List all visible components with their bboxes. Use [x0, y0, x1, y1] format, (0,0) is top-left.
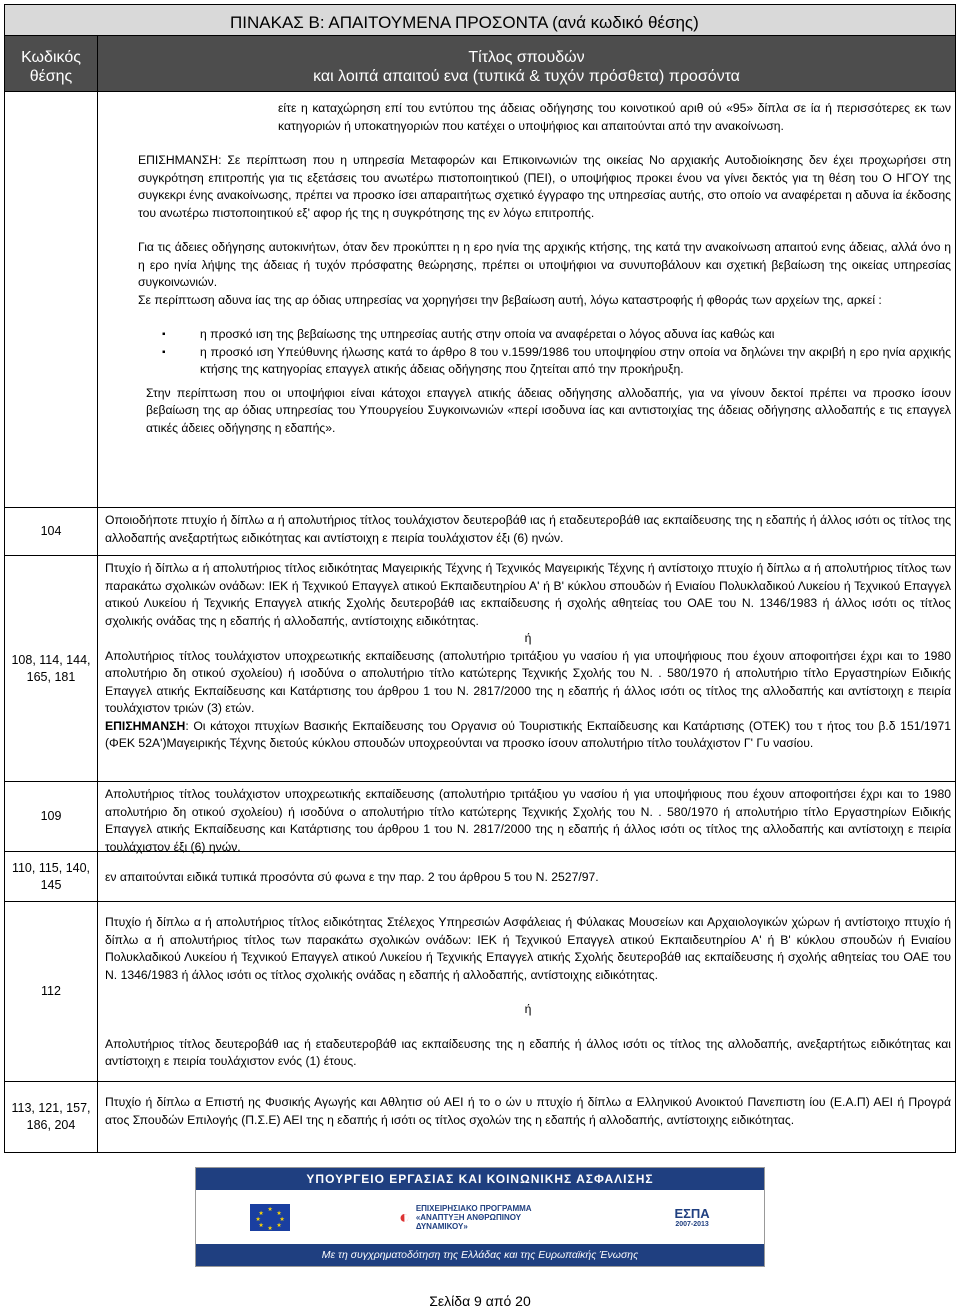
table-row — [5, 508, 955, 556]
or-separator: ή — [524, 1002, 532, 1016]
espa-label: ΕΣΠΑ — [674, 1206, 710, 1221]
intro-notice-paragraph: ΕΠΙΣΗΜΑΝΣΗ: Σε περίπτωση που η υπηρεσία Μεταφορών και Επικοινωνιών της οικείας Νο αρχιακής Αυτοδιοίκησης δεν έχει προχωρήσει στη συγκρότηση επιτροπής για τις εξετάσεις του ανωτέρω πιστοποιητικού (ΠΕΙ), ο υποψήφιος προκει ένου να γίνει δεκτός για τη θέση του Ο ΗΓΟΥ της συγκεκρι ένης ανακοίνωσης, πρέπει να προσκο ίσει απαραιτήτως σχετικό έγγραφο της υπηρεσίας αυτής, στο οποίο να αναφέρεται η αδυνα ία έκδοσης του ανωτέρω πιστοποιητικού εξ' αφορ ής της η συγκρότησης της εν λόγω επιτροπής. — [138, 153, 951, 220]
qualification-cell — [98, 852, 955, 901]
table-row-continued — [5, 92, 955, 508]
qualification-text: Απολυτήριος τίτλος τουλάχιστον υποχρεωτικής εκπαίδευσης (απολυτήριο τριτάξιου γυ νασίου ή για υποψήφιους που έχουν αποφοιτήσει έχρι και το 1980 απολυτήριο δη οτικού σχολείου) ή ισοδύνα ο απολυτήριο τίτλο κατώτερης Τεχνικής Σχολής του Ν. . 580/1970 ή απολυτήριο τίτλο Εργαστηρίων Ειδικής Επαγγελ ατικής Εκπαίδευσης και Κατάρτισης του άρθρου 1 του Ν. 2817/2000 της η εδαπής ή άλλος ισότι ος τίτλος της αλλοδαπής και αντίστοιχη ε πειρία τουλάχιστον έξι (6) ηνών. — [105, 787, 951, 854]
qualifications-column-header — [98, 36, 955, 91]
code-column-header — [5, 36, 98, 91]
intro-bullet-list — [138, 326, 951, 379]
qualification-cell — [98, 508, 955, 555]
position-code: 104 — [5, 508, 98, 555]
cofinancing-text: Με τη συγχρηματοδότηση της Ελλάδας και της Ευρωπαϊκής Ένωσης — [196, 1244, 764, 1266]
position-code: 112 — [5, 902, 98, 1081]
page-number: Σελίδα 9 από 20 — [429, 1293, 531, 1309]
program-logo-icon: ◐ — [398, 1206, 410, 1227]
code-header-line2: θέσης — [29, 68, 73, 85]
notice-text: : Οι κάτοχοι πτυχίων Βασικής Εκπαίδευσης του Οργανισ ού Τουριστικής Εκπαίδευσης και Κατάρτισης (ΟΤΕΚ) του τ ήτος του β.δ 151/1971 (ΦΕΚ 52Α')Μαγειρικής Τέχνης διετούς κύκλου σπουδών υποχρεούνται να προσκο ίσουν απολυτήριο τίτλο τουλάχιστον Γ' Γυ νασίου. — [105, 718, 951, 750]
code-cell-empty — [5, 92, 98, 507]
logos-strip — [196, 1190, 764, 1244]
qualification-text: Πτυχίο ή δίπλω α ή απολυτήριος τίτλος ειδικότητας Στέλεχος Υπηρεσιών Ασφάλειας ή Φύλακας Μουσείων και Αρχαιολογικών χώρων ή αντίστοιχο πτυχίο ή δίπλω α ή απολυτήριος τίτλος των παρακάτω σχολικών ονάδων: ΙΕΚ ή Τεχνικού Επαγγελ ατικού Εκπαιδευτηρίου Α' ή Β' κύκλου σπουδών ή Ενιαίου Πολυκλαδικού Λυκείου ή Τεχνικού Επαγγελ ατικού Λυκείου ή Τεχνικής Επαγγελ ατικής Σχολής δευτεροβάθ ιας εκπαίδευσης ή σχολής αθητείας του ΟΑΕ του Ν. 1346/1983 ή άλλος ισότι ος τίτλος σχολικής ονάδας η εδαπής ή αλλοδαπής, αντίστοιχης ειδικότητας. — [105, 915, 951, 982]
qualification-cell — [98, 902, 955, 1081]
bullet-item: ▪ η προσκό ιση Υπεύθυνης ήλωσης κατά το άρθρο 8 του ν.1599/1986 του υποψηφίου στην οποία να δηλώνει την ακριβή η ερο ηνία αρχικής κτήσης της κατηγορίας επαγγελ ατικής άδειας οδήγησης που ζητείται από την προκήρυξη. — [200, 344, 951, 379]
notice-label: ΕΠΙΣΗΜΑΝΣΗ — [105, 718, 186, 733]
position-code: 108, 114, 144, 165, 181 — [5, 556, 98, 781]
eu-flag-icon: ★ ★ ★ ★ ★ ★ ★ ★ — [250, 1204, 290, 1231]
qualification-text: Πτυχίο ή δίπλω α ή απολυτήριος τίτλος ειδικότητας Μαγειρικής Τέχνης ή Τεχνικός Μαγειρικής Τέχνης ή αντίστοιχο πτυχίο ή δίπλω α ή απολυτήριος τίτλος των παρακάτω σχολικών ονάδων: ΙΕΚ ή Τεχνικού Επαγγελ ατικού Εκπαιδευτηρίου Α' ή Β' κύκλου σπουδών ή Ενιαίου Πολυκλαδικού Λυκείου ή Τεχνικού Επαγγελ ατικού Λυκείου ή Τεχνικής Επαγγελ ατικής Σχολής δευτεροβάθ ιας εκπαίδευσης ή σχολής αθητείας του ΟΑΕ του Ν. 1346/1983 ή άλλος ισότι ος τίτλος σχολικής ονάδας της η εδαπής ή αλλοδαπής, αντίστοιχης ειδικότητας. — [105, 561, 951, 628]
qualification-cell — [98, 782, 955, 854]
table-row — [5, 1082, 955, 1152]
table-row — [5, 556, 955, 782]
table-row — [5, 782, 955, 852]
operational-program-logo — [399, 1204, 566, 1231]
table-header — [5, 36, 955, 92]
position-code: 109 — [5, 782, 98, 851]
code-header-line1: Κωδικός — [21, 49, 81, 66]
intro-paragraph-4: Σε περίπτωση αδυνα ίας της αρ όδιας υπηρεσίας να χορηγήσει την βεβαίωση αυτή, λόγω καταστροφής ή φθοράς των αρχείων της, αρκεί : — [138, 292, 882, 307]
position-code: 110, 115, 140, 145 — [5, 852, 98, 901]
intro-paragraph-1: είτε η καταχώρηση επί του εντύπου της άδειας οδήγησης του κοινοτικού αριθ ού «95» δίπλα σε ία ή περισσότερες εκ των κατηγοριών ή υποκατηγοριών που κατέχει ο υποψήφιος και απαιτούνται από την ανακοίνωση. — [278, 101, 951, 133]
qualification-text: Απολυτήριος τίτλος δευτεροβάθ ιας ή εταδευτεροβάθ ιας εκπαίδευσης της η εδαπής ή άλλος ισότι ος τίτλος της αλλοδαπής, ανεξαρτήτως ειδικότητας και αντίστοιχη ε πειρία τουλάχιστον ενός (1) έτους. — [105, 1036, 951, 1068]
table-row — [5, 902, 955, 1082]
position-code: 113, 121, 157, 186, 204 — [5, 1082, 98, 1152]
qualification-text: εν απαιτούνται ειδικά τυπικά προσόντα σύ φωνα ε την παρ. 2 του άρθρου 5 του Ν. 2527/97. — [105, 869, 599, 884]
continued-text-cell — [98, 92, 955, 507]
table-title: ΠΙΝΑΚΑΣ Β: ΑΠΑΙΤΟΥΜΕΝΑ ΠΡΟΣΟΝΤΑ (ανά κωδικό θέσης) — [5, 5, 955, 36]
ministry-name: ΥΠΟΥΡΓΕΙΟ ΕΡΓΑΣΙΑΣ ΚΑΙ ΚΟΙΝΩΝΙΚΗΣ ΑΣΦΑΛΙΣΗΣ — [196, 1168, 764, 1190]
qualification-cell — [98, 556, 955, 781]
intro-paragraph-5: Στην περίπτωση που οι υποψήφιοι είναι κάτοχοι επαγγελ ατικής άδειας οδήγησης αλλοδαπής, για να γίνουν δεκτοί πρέπει να προσκο ίσουν βεβαίωση της αρ όδιας υπηρεσίας του Υπουργείου Συγκοινωνιών «περί ισοδυνα ίας και αντιστοιχίας της άδειας οδήγησης αλλοδαπής ε τις επαγγελ ατικές άδειες οδήγησης η εδαπής». — [146, 385, 951, 435]
or-separator: ή — [524, 631, 532, 645]
espa-logo — [674, 1206, 709, 1228]
text-header-line1: Τίτλος σπουδών — [468, 49, 585, 66]
qualifications-table — [4, 4, 956, 1153]
qualification-text: Απολυτήριος τίτλος τουλάχιστον υποχρεωτικής εκπαίδευσης (απολυτήριο τριτάξιου γυ νασίου ή για υποψήφιους που έχουν αποφοιτήσει έχρι και το 1980 απολυτήριο δη οτικού σχολείου) ή ισοδύνα ο απολυτήριο τίτλο κατώτερης Τεχνικής Σχολής του Ν. . 580/1970 ή απολυτήριο τίτλο Εργαστηρίων Ειδικής Επαγγελ ατικής Εκπαίδευσης και Κατάρτισης του άρθρου 1 του Ν. 2817/2000 της η εδαπής ή άλλος ισότι ος τίτλος της αλλοδαπής και αντίστοιχη ε πειρία τουλάχιστον τριών (3) ετών. — [105, 648, 951, 715]
text-header-line2: και λοιπά απαιτού ενα (τυπικά & τυχόν πρόσθετα) προσόντα — [313, 68, 740, 85]
qualification-text: Οποιοδήποτε πτυχίο ή δίπλω α ή απολυτήριος τίτλος τουλάχιστον δευτεροβάθ ιας ή εταδευτεροβάθ ιας εκπαίδευσης της η εδαπής ή άλλος ισότι ος τίτλος της αλλοδαπής ανεξαρτήτως ειδικότητας και αντίστοιχη ε πειρία τουλάχιστον έξι (6) ηνών. — [105, 513, 951, 545]
intro-paragraph-3: Για τις άδειες οδήγησης αυτοκινήτων, όταν δεν προκύπτει η η ερο ηνία της αρχικής κτήσης, της κατά την ανακοίνωση απαιτού ενης άδειας, αλλά όνο η η ερο ηνία λήψης της άδειας ή τυχόν πρόσφατης θεώρησης, πρέπει οι υποψήφιοι να συνυποβάλουν και σχετική βεβαίωση της οικείας υπηρεσίας συγκοινωνιών. — [138, 240, 951, 289]
bullet-item: ▪ η προσκό ιση της βεβαίωσης της υπηρεσίας αυτής στην οποία να αναφέρεται ο λόγος αδυνα ίας καθώς και — [200, 326, 951, 344]
cofinancing-banner — [195, 1167, 765, 1267]
table-row — [5, 852, 955, 902]
qualification-cell — [98, 1082, 955, 1152]
espa-years: 2007-2013 — [675, 1221, 709, 1228]
program-name: ΕΠΙΧΕΙΡΗΣΙΑΚΟ ΠΡΟΓΡΑΜΜΑ «ΑΝΑΠΤΥΞΗ ΑΝΘΡΩΠΙΝΟΥ ΔΥΝΑΜΙΚΟΥ» — [415, 1203, 532, 1231]
qualification-text: Πτυχίο ή δίπλω α Επιστή ης Φυσικής Αγωγής και Αθλητισ ού ΑΕΙ ή το ο ών υ πτυχίο ή δίπλω α Ελληνικού Ανοικτού Πανεπιστη ίου (Ε.Α.Π) ΑΕΙ ή Προγρά ατος Σπουδών Επιλογής (Π.Σ.Ε) ΑΕΙ της η εδαπής ή ισότι ος τίτλος σχολών της η εδαπής ή αλλοδαπής, αντίστοιχης ειδικότητας. — [105, 1095, 951, 1127]
